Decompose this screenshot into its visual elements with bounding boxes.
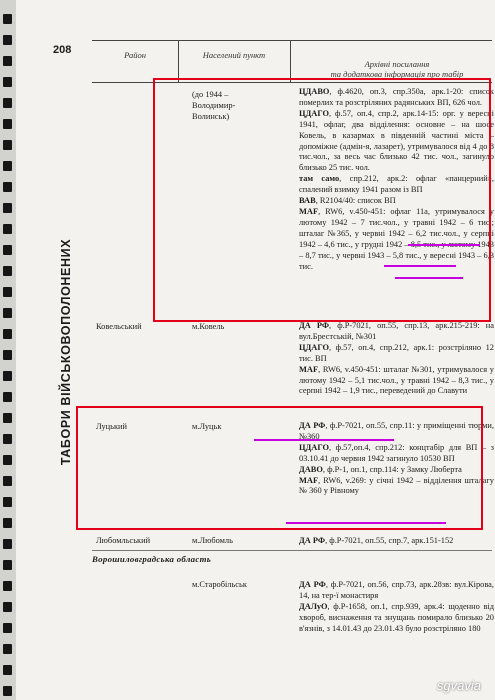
place-line: Володимир-	[192, 100, 236, 110]
archive-cell	[299, 580, 494, 635]
binder-hole	[3, 371, 12, 381]
archive-entry: ДА РФ, ф.Р-7021, оп.56, спр.73, арк.28зв: вул.Кірова, 14, на тер-ї монастиря	[299, 580, 494, 600]
binder-hole	[3, 497, 12, 507]
header-archive-line1: Архівні посилання	[364, 59, 430, 69]
district-cell: Луцький	[96, 422, 127, 431]
binder-hole	[3, 413, 12, 423]
district-cell: Любомльський	[96, 536, 151, 545]
place-line: Волинськ)	[192, 111, 230, 121]
place-line: (до 1944 –	[192, 90, 229, 99]
binder-hole	[3, 14, 12, 24]
binder-hole	[3, 182, 12, 192]
binder-hole	[3, 161, 12, 171]
archive-entry: ВАВ, R2104/40: список ВП	[299, 196, 396, 206]
place-cell: м.Ковель	[192, 322, 225, 331]
archive-entry: ЦДАГО, ф.57, оп.4, спр.212, арк.1: розстріляно 12 тис. ВП	[299, 342, 494, 363]
binder-hole	[3, 350, 12, 360]
archive-cell	[299, 536, 494, 547]
binder-hole	[3, 77, 12, 87]
header-place: Населений пункт	[202, 50, 266, 60]
archive-entry: ДА РФ, ф.Р-7021, оп.55, спр.7, арк.151-152	[299, 536, 454, 545]
header-divider	[178, 40, 179, 82]
place-cell: м.Луцьк	[192, 422, 222, 431]
binder-hole	[3, 602, 12, 612]
table-top-rule	[92, 40, 492, 41]
binder-hole	[3, 329, 12, 339]
archive-entry: ДАЛуО, ф.Р-1658, оп.1, спр.939, арк.4: щоденно від хвороб, виснаження та знущань помирало близько 20 в'язнів, з 14.01.43 до 23.01.43 було розстріляно 180	[299, 601, 494, 633]
archive-entry: MAF, RW6, v.269: у січні 1942 – відділення шталагу № 360 у Рівному	[299, 475, 494, 496]
side-title: ТАБОРИ ВІЙСЬКОВОПОЛОНЕНИХ	[59, 238, 73, 466]
binder-hole	[3, 224, 12, 234]
archive-entry: MAF, RW6, v.450-451: шталаг №301, утримувалося у лютому 1942 – 5,1 тис.чол., у травні 1942 – 8,3 тис., у серпні 1942 – 1,9 тис., переведений до Славути	[299, 364, 494, 396]
page-number: 208	[53, 44, 72, 56]
archive-entry: ДА РФ, ф.Р-7021, оп.55, спр.11: у приміщенні тюрми, №360	[299, 421, 494, 441]
binder-hole	[3, 56, 12, 66]
binder-hole	[3, 644, 12, 654]
header-district: Район	[124, 50, 146, 60]
underline-mark	[408, 244, 480, 246]
archive-entry: ЦДАВО, ф.4620, оп.3, спр.350а, арк.1-20: список померлих та розстріляних радянських ВП, 626 чол.	[299, 87, 494, 107]
region-heading: Ворошиловградська область	[92, 554, 212, 564]
highlight-box	[153, 78, 491, 322]
binder-hole	[3, 665, 12, 675]
binder-hole	[3, 581, 12, 591]
archive-cell	[299, 321, 494, 397]
binder-hole	[3, 287, 12, 297]
binder-hole	[3, 434, 12, 444]
binder-hole	[3, 623, 12, 633]
underline-mark	[286, 522, 446, 524]
place-cell: м.Старобільськ	[192, 580, 247, 589]
archive-entry: ЦДАГО, ф.57,оп.4, спр.212: концтабір для ВП – з 03.10.41 до червня 1942 загинуло 10530 ВП	[299, 442, 494, 463]
binder-hole	[3, 686, 12, 696]
binder-hole	[3, 518, 12, 528]
underline-mark	[384, 265, 456, 267]
binder-hole	[3, 392, 12, 402]
document-page	[14, 0, 495, 700]
highlight-box	[76, 406, 483, 530]
underline-mark	[395, 277, 463, 279]
binder-hole	[3, 35, 12, 45]
binder-hole	[3, 266, 12, 276]
place-cell: м.Любомль	[192, 536, 233, 545]
binder-hole	[3, 245, 12, 255]
archive-entry: MAF, RW6, v.450-451: офлаг 11а, утримувалося у лютому 1942 – 7 тис.чол., у травні 1942 – 6 тис.; шталаг №365, у червні 1942 – 6,2 тис.чол., у серпні 1942 – 4,6 тис., у грудні 1942 – 8,5 тис., у лютому 1943 – 8,7 тис., у червні 1943 – 5,8 тис., у вересні 1943 – 6,3 тис.	[299, 206, 494, 271]
binder-hole	[3, 455, 12, 465]
binder-hole	[3, 560, 12, 570]
header-divider	[290, 40, 291, 82]
district-cell: Ковельський	[96, 322, 142, 331]
binder-hole	[3, 203, 12, 213]
archive-entry: ДА РФ, ф.Р-7021, оп.55, спр.13, арк.215-219: на вул.Брестській, №301	[299, 321, 494, 341]
binder-hole	[3, 539, 12, 549]
archive-entry: ДАВО, ф.Р-1, оп.1, спр.114: у Замку Люберта	[299, 464, 462, 474]
binder-strip	[0, 0, 16, 700]
row-rule	[92, 550, 492, 551]
binder-hole	[3, 476, 12, 486]
archive-entry: там само, спр.212, арк.2: офлаг «панцерний», спалений взимку 1941 разом із ВП	[299, 174, 494, 195]
underline-mark	[254, 439, 394, 441]
archive-entry: ЦДАГО, ф.57, оп.4, спр.2, арк.14-15: орг. у вересні 1941, офлаг, два відділення: основне – на шосе Ковель, в казармах в південній частині міста – допоміжне (адмін-я, лазарет), утримувалося від 4 до 8 тис.чол., за весь час близько 42 тис. чол., загинуло близько 25 тис. чол.	[299, 108, 494, 173]
watermark: sgvavia	[436, 678, 481, 693]
binder-hole	[3, 98, 12, 108]
binder-hole	[3, 308, 12, 318]
header-archive-line2: та додаткова інформація про табір	[330, 69, 464, 79]
binder-hole	[3, 119, 12, 129]
binder-hole	[3, 140, 12, 150]
